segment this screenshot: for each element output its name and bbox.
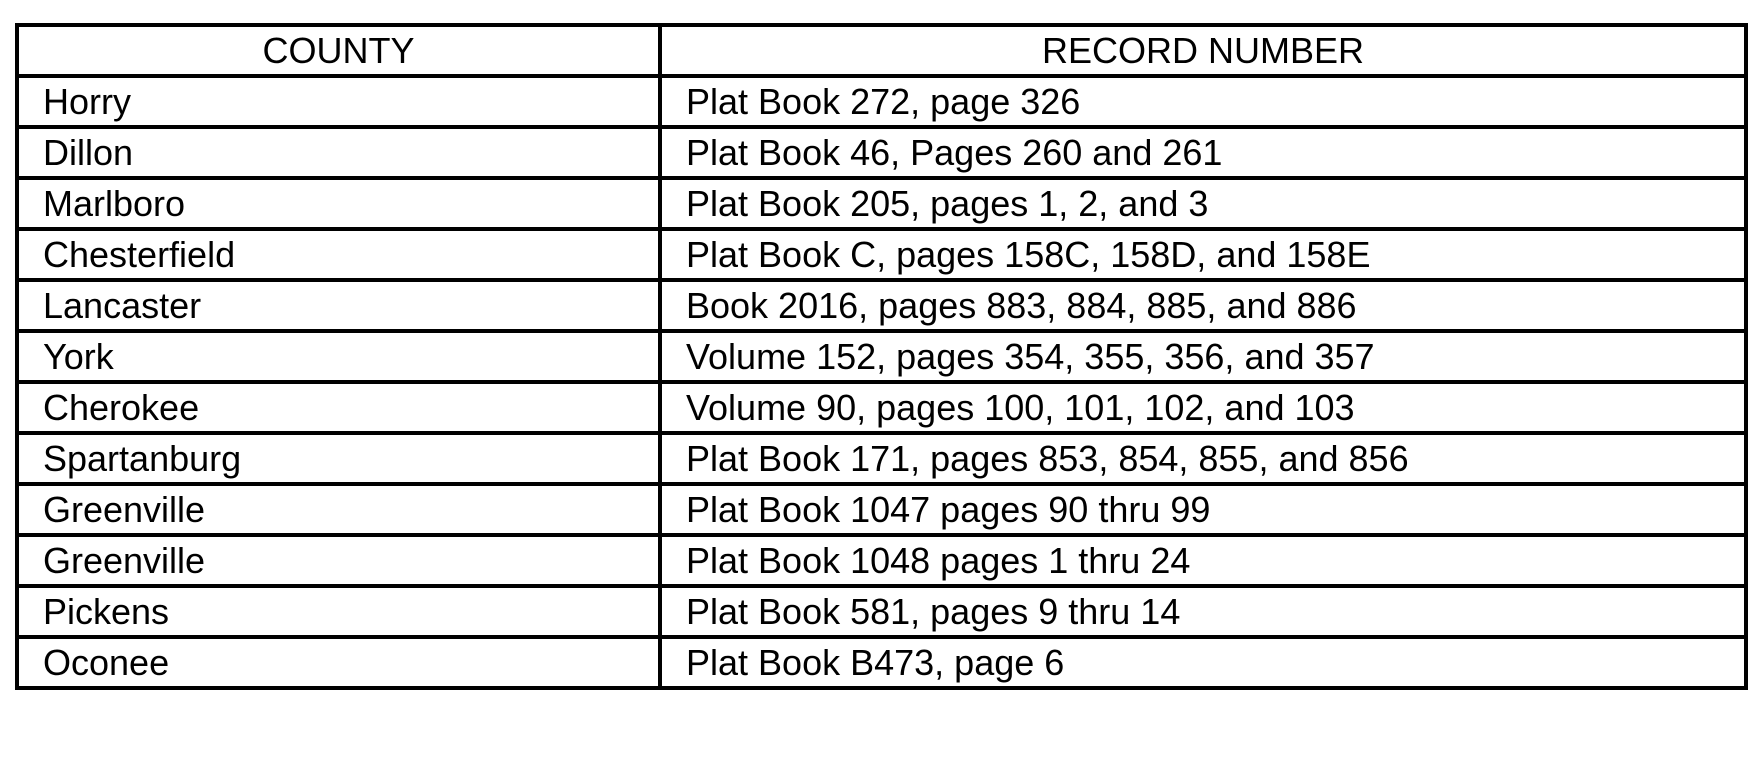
county-cell: Chesterfield (17, 229, 660, 280)
table-row (17, 484, 1746, 535)
county-cell: Spartanburg (17, 433, 660, 484)
table-row (17, 127, 1746, 178)
record-number-cell: Volume 90, pages 100, 101, 102, and 103 (660, 382, 1746, 433)
record-number-column-header: RECORD NUMBER (660, 25, 1746, 76)
record-number-cell: Plat Book 581, pages 9 thru 14 (660, 586, 1746, 637)
table-row (17, 586, 1746, 637)
table-row (17, 76, 1746, 127)
table-row (17, 331, 1746, 382)
record-number-cell: Volume 152, pages 354, 355, 356, and 357 (660, 331, 1746, 382)
record-number-cell: Plat Book 46, Pages 260 and 261 (660, 127, 1746, 178)
county-record-table (15, 23, 1748, 690)
table-row (17, 433, 1746, 484)
record-number-cell: Plat Book B473, page 6 (660, 637, 1746, 688)
county-cell: Horry (17, 76, 660, 127)
record-number-cell: Plat Book 205, pages 1, 2, and 3 (660, 178, 1746, 229)
record-number-cell: Plat Book C, pages 158C, 158D, and 158E (660, 229, 1746, 280)
table-row (17, 178, 1746, 229)
county-cell: Marlboro (17, 178, 660, 229)
record-number-cell: Plat Book 1048 pages 1 thru 24 (660, 535, 1746, 586)
table-row (17, 382, 1746, 433)
county-cell: Lancaster (17, 280, 660, 331)
record-number-cell: Plat Book 272, page 326 (660, 76, 1746, 127)
county-cell: York (17, 331, 660, 382)
county-column-header: COUNTY (17, 25, 660, 76)
record-number-cell: Plat Book 171, pages 853, 854, 855, and 856 (660, 433, 1746, 484)
table-row (17, 535, 1746, 586)
county-cell: Pickens (17, 586, 660, 637)
table-header-row (17, 25, 1746, 76)
table-row (17, 637, 1746, 688)
county-cell: Oconee (17, 637, 660, 688)
table-row (17, 229, 1746, 280)
table-row (17, 280, 1746, 331)
county-cell: Greenville (17, 535, 660, 586)
county-cell: Cherokee (17, 382, 660, 433)
county-cell: Greenville (17, 484, 660, 535)
county-cell: Dillon (17, 127, 660, 178)
record-number-cell: Plat Book 1047 pages 90 thru 99 (660, 484, 1746, 535)
record-number-cell: Book 2016, pages 883, 884, 885, and 886 (660, 280, 1746, 331)
